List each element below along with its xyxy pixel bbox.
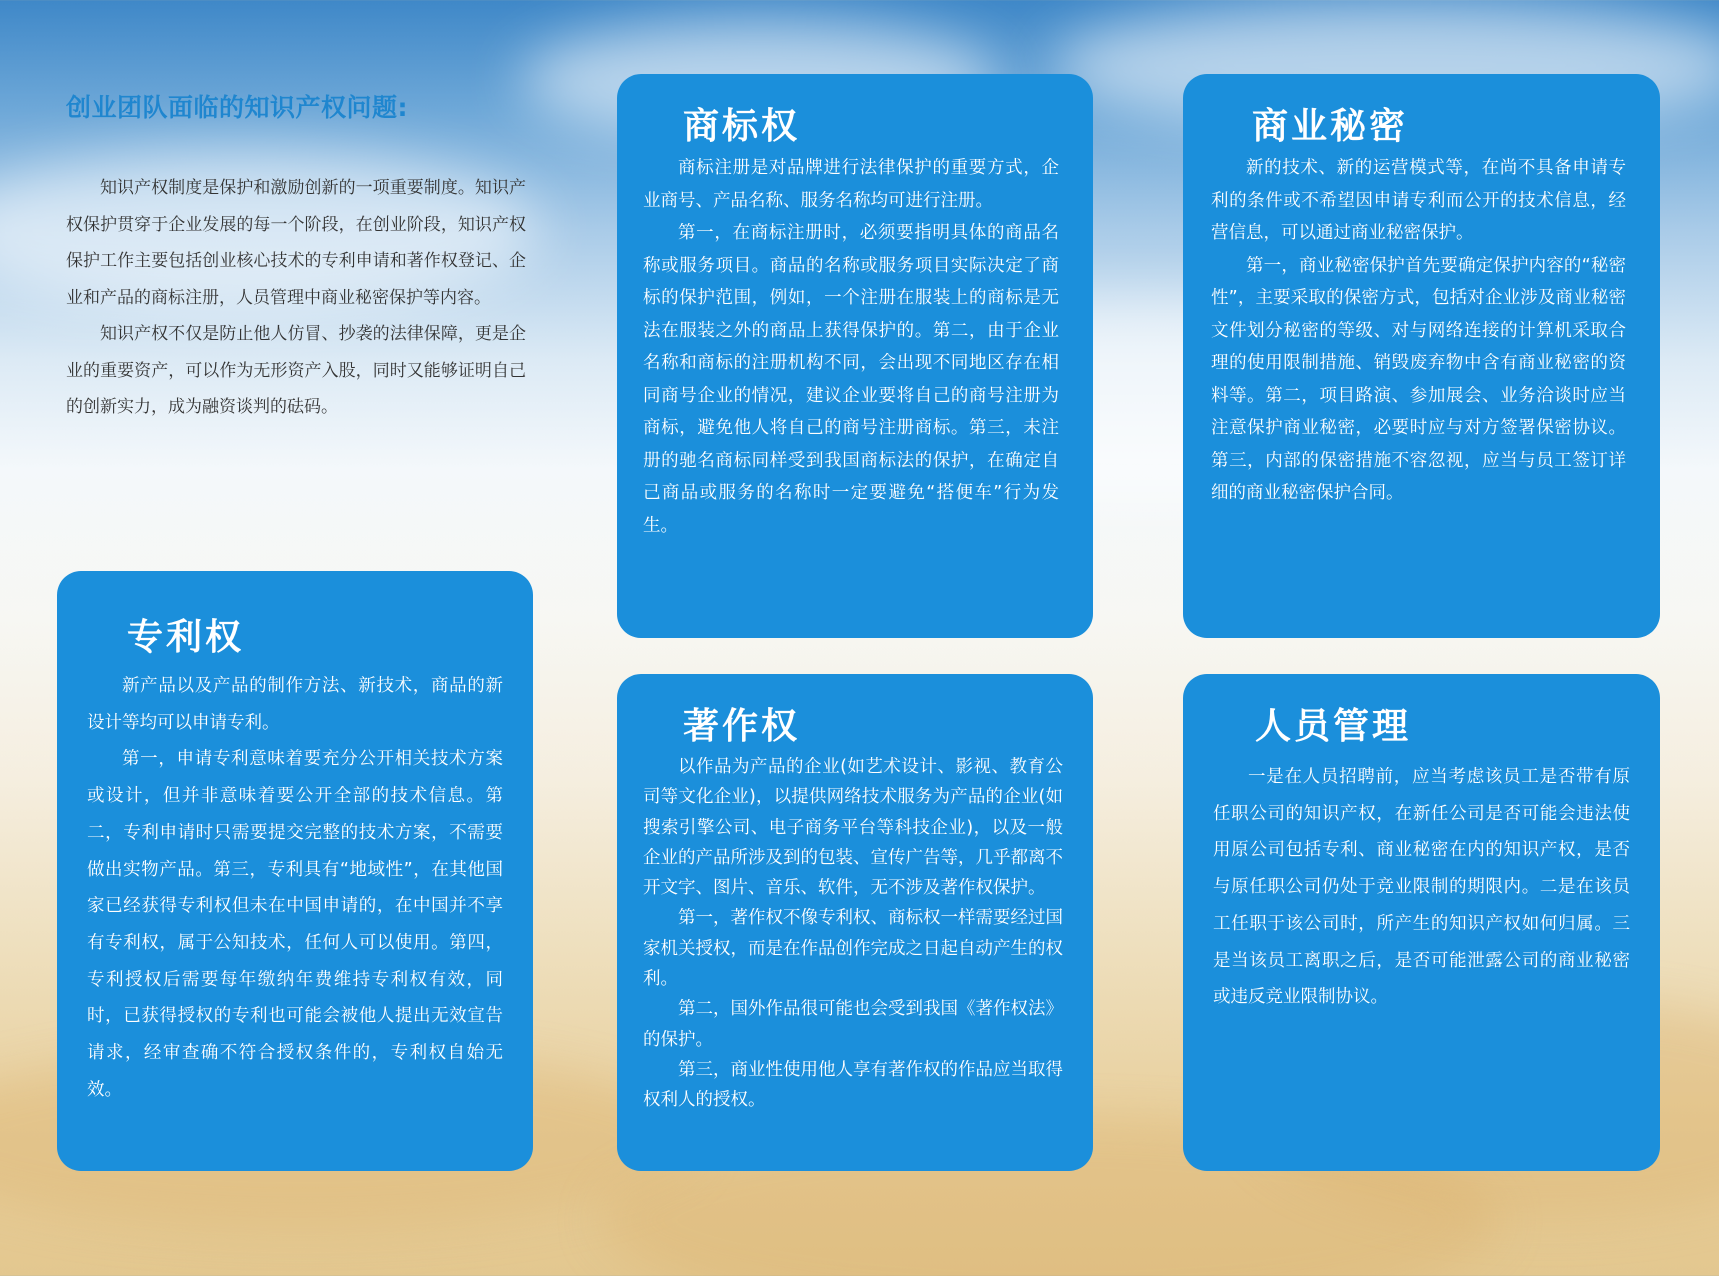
intro-paragraph: 知识产权制度是保护和激励创新的一项重要制度。知识产权保护贯穿于企业发展的每一个阶段，在创业阶段，知识产权保护工作主要包括创业核心技术的专利申请和著作权登记、企业和产品的商标注册，人员管理中商业秘密保护等内容。 [66,178,526,308]
card-body [1213,759,1630,1016]
card-paragraph: 第一，在商标注册时，必须要指明具体的商品名称或服务项目。商品的名称或服务项目实际决定了商标的保护范围，例如，一个注册在服装上的商标是无法在服装之外的商品上获得保护的。第二，由于企业名称和商标的注册机构不同，会出现不同地区存在相同商号企业的情况，建议企业要将自己的商号注册为商标，避免他人将自己的商号注册商标。第三，未注册的驰名商标同样受到我国商标法的保护，在确定自己商品或服务的名称时一定要避免“搭便车”行为发生。 [643,223,1059,536]
card-paragraph: 第三，商业性使用他人享有著作权的作品应当取得权利人的授权。 [643,1059,1063,1111]
card-paragraph: 第一，著作权不像专利权、商标权一样需要经过国家机关授权，而是在作品创作完成之日起自动产生的权利。 [643,908,1063,990]
card-paragraph: 第二，国外作品很可能也会受到我国《著作权法》的保护。 [643,999,1063,1050]
patent-card [57,571,533,1171]
card-title: 商标权 [683,106,801,147]
card-title: 商业秘密 [1252,106,1409,147]
card-title: 人员管理 [1255,706,1412,747]
card-paragraph: 一是在人员招聘前，应当考虑该员工是否带有原任职公司的知识产权，在新任公司是否可能会违法使用原公司包括专利、商业秘密在内的知识产权，是否与原任职公司仍处于竞业限制的期限内。二是在该员工任职于该公司时，所产生的知识产权如何归属。三是当该员工离职之后，是否可能泄露公司的商业秘密或违反竞业限制协议。 [1213,767,1630,1008]
card-title: 著作权 [683,706,801,747]
intro-section [66,88,526,426]
card-paragraph: 第一，申请专利意味着要充分公开相关技术方案或设计，但并非意味着要公开全部的技术信息。第二，专利申请时只需要提交完整的技术方案，不需要做出实物产品。第三，专利具有“地域性”，在其他国家已经获得专利权但未在中国申请的，在中国并不享有专利权，属于公知技术，任何人可以使用。第四，专利授权后需要每年缴纳年费维持专利权有效，同时，已获得授权的专利也可能会被他人提出无效宣告请求，经审查确不符合授权条件的，专利权自始无效。 [87,749,503,1100]
card-body [643,152,1059,542]
card-body [1211,152,1626,510]
trade-secret-card [1183,74,1660,638]
card-paragraph: 第一，商业秘密保护首先要确定保护内容的“秘密性”，主要采取的保密方式，包括对企业涉及商业秘密文件划分秘密的等级、对与网络连接的计算机采取合理的使用限制措施、销毁废弃物中含有商业秘密的资料等。第二，项目路演、参加展会、业务洽谈时应当注意保护商业秘密，必要时应与对方签署保密协议。第三，内部的保密措施不容忽视，应当与员工签订详细的商业秘密保护合同。 [1211,255,1626,503]
intro-title: 创业团队面临的知识产权问题: [66,93,408,122]
card-body [87,668,503,1108]
card-paragraph: 新产品以及产品的制作方法、新技术，商品的新设计等均可以申请专利。 [87,676,503,733]
personnel-card [1183,674,1660,1171]
card-paragraph: 以作品为产品的企业(如艺术设计、影视、教育公司等文化企业)，以提供网络技术服务为产品的企业(如搜索引擎公司、电子商务平台等科技企业)，以及一般企业的产品所涉及到的包装、宣传广告等，几乎都离不开文字、图片、音乐、软件，无不涉及著作权保护。 [643,757,1063,899]
trademark-card [617,74,1093,638]
copyright-card [617,674,1093,1171]
card-paragraph: 新的技术、新的运营模式等，在尚不具备申请专利的条件或不希望因申请专利而公开的技术信息，经营信息，可以通过商业秘密保护。 [1211,158,1626,243]
intro-paragraph: 知识产权不仅是防止他人仿冒、抄袭的法律保障，更是企业的重要资产，可以作为无形资产入股，同时又能够证明自己的创新实力，成为融资谈判的砝码。 [66,324,526,417]
card-title: 专利权 [127,617,245,658]
card-body [643,752,1063,1116]
card-paragraph: 商标注册是对品牌进行法律保护的重要方式，企业商号、产品名称、服务名称均可进行注册。 [643,158,1059,211]
